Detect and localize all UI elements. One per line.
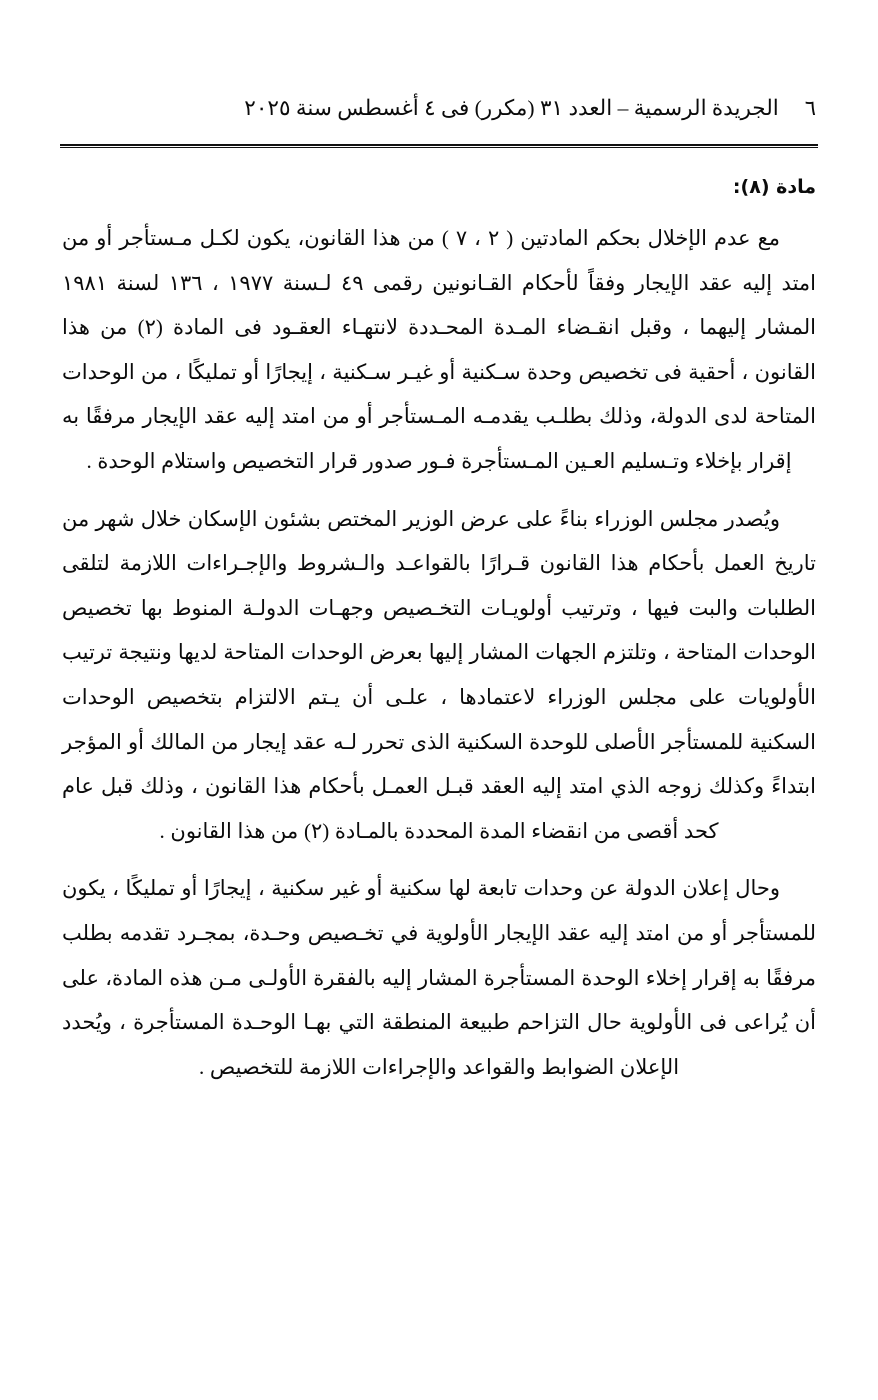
article-body xyxy=(62,216,816,1089)
article-heading: مادة (٨): xyxy=(732,176,816,198)
page-number: ٦ xyxy=(804,96,816,120)
running-head xyxy=(62,98,816,130)
header-divider-rule xyxy=(60,144,818,148)
para-3: وحال إعلان الدولة عن وحدات تابعة لها سكنية أو غير سكنية ، إيجارًا أو تمليكًا ، يكون للمستأجر أو من امتد إليه عقد الإيجار الأولوية في تخـصيص وحـدة، بمجـرد تقدمه بطلب مرفقًا به إقرار إخلاء الوحدة المستأجرة المشار إليه بالفقرة الأولـى مـن هذه المادة، على أن يُراعى فى الأولوية حال التزاحم طبيعة المنطقة التي بهـا الوحـدة المستأجرة ، ويُحدد الإعلان الضوابط والقواعد والإجراءات اللازمة للتخصيص . xyxy=(62,876,816,1079)
gazette-header-title: الجريدة الرسمية – العدد ٣١ (مكرر) فى ٤ أغسطس سنة ٢٠٢٥ xyxy=(244,96,779,120)
para-2: ويُصدر مجلس الوزراء بناءً على عرض الوزير المختص بشئون الإسكان خلال شهر من تاريخ العمل بأحكام هذا القانون قـرارًا بالقواعـد والـشروط والإجـراءات اللازمة لتلقى الطلبات والبت فيها ، وترتيب أولويـات التخـصيص وجهـات الدولـة المنوط بها تخصيص الوحدات المتاحة ، وتلتزم الجهات المشار إليها بعرض الوحدات المتاحة لديها ونتيجة ترتيب الأولويات على مجلس الوزراء لاعتمادها ، علـى أن يـتم الالتزام بتخصيص الوحدات السكنية للمستأجر الأصلى للوحدة السكنية الذى تحرر لـه عقد إيجار من المالك أو المؤجر ابتداءً وكذلك زوجه الذي امتد إليه العقد قبـل العمـل بأحكام هذا القانون ، وذلك قبل عام كحد أقصى من انقضاء المدة المحددة بالمـادة (٢) من هذا القانون . xyxy=(62,506,816,843)
para-1: مع عدم الإخلال بحكم المادتين ( ٢ ، ٧ ) من هذا القانون، يكون لكـل مـستأجر أو من امتد إليه عقد الإيجار وفقاً لأحكام القـانونين رقمى ٤٩ لـسنة ١٩٧٧ ، ١٣٦ لسنة ١٩٨١ المشار إليهما ، وقبل انقـضاء المـدة المحـددة لانتهـاء العقـود فى المادة (٢) من هذا القانون ، أحقية فى تخصيص وحدة سـكنية أو غيـر سـكنية ، إيجارًا أو تمليكًا ، من الوحدات المتاحة لدى الدولة، وذلك بطلـب يقدمـه المـستأجر أو من امتد إليه عقد الإيجار مرفقًا به إقرار بإخلاء وتـسليم العـين المـستأجرة فـور صدور قرار التخصيص واستلام الوحدة . xyxy=(62,226,816,473)
